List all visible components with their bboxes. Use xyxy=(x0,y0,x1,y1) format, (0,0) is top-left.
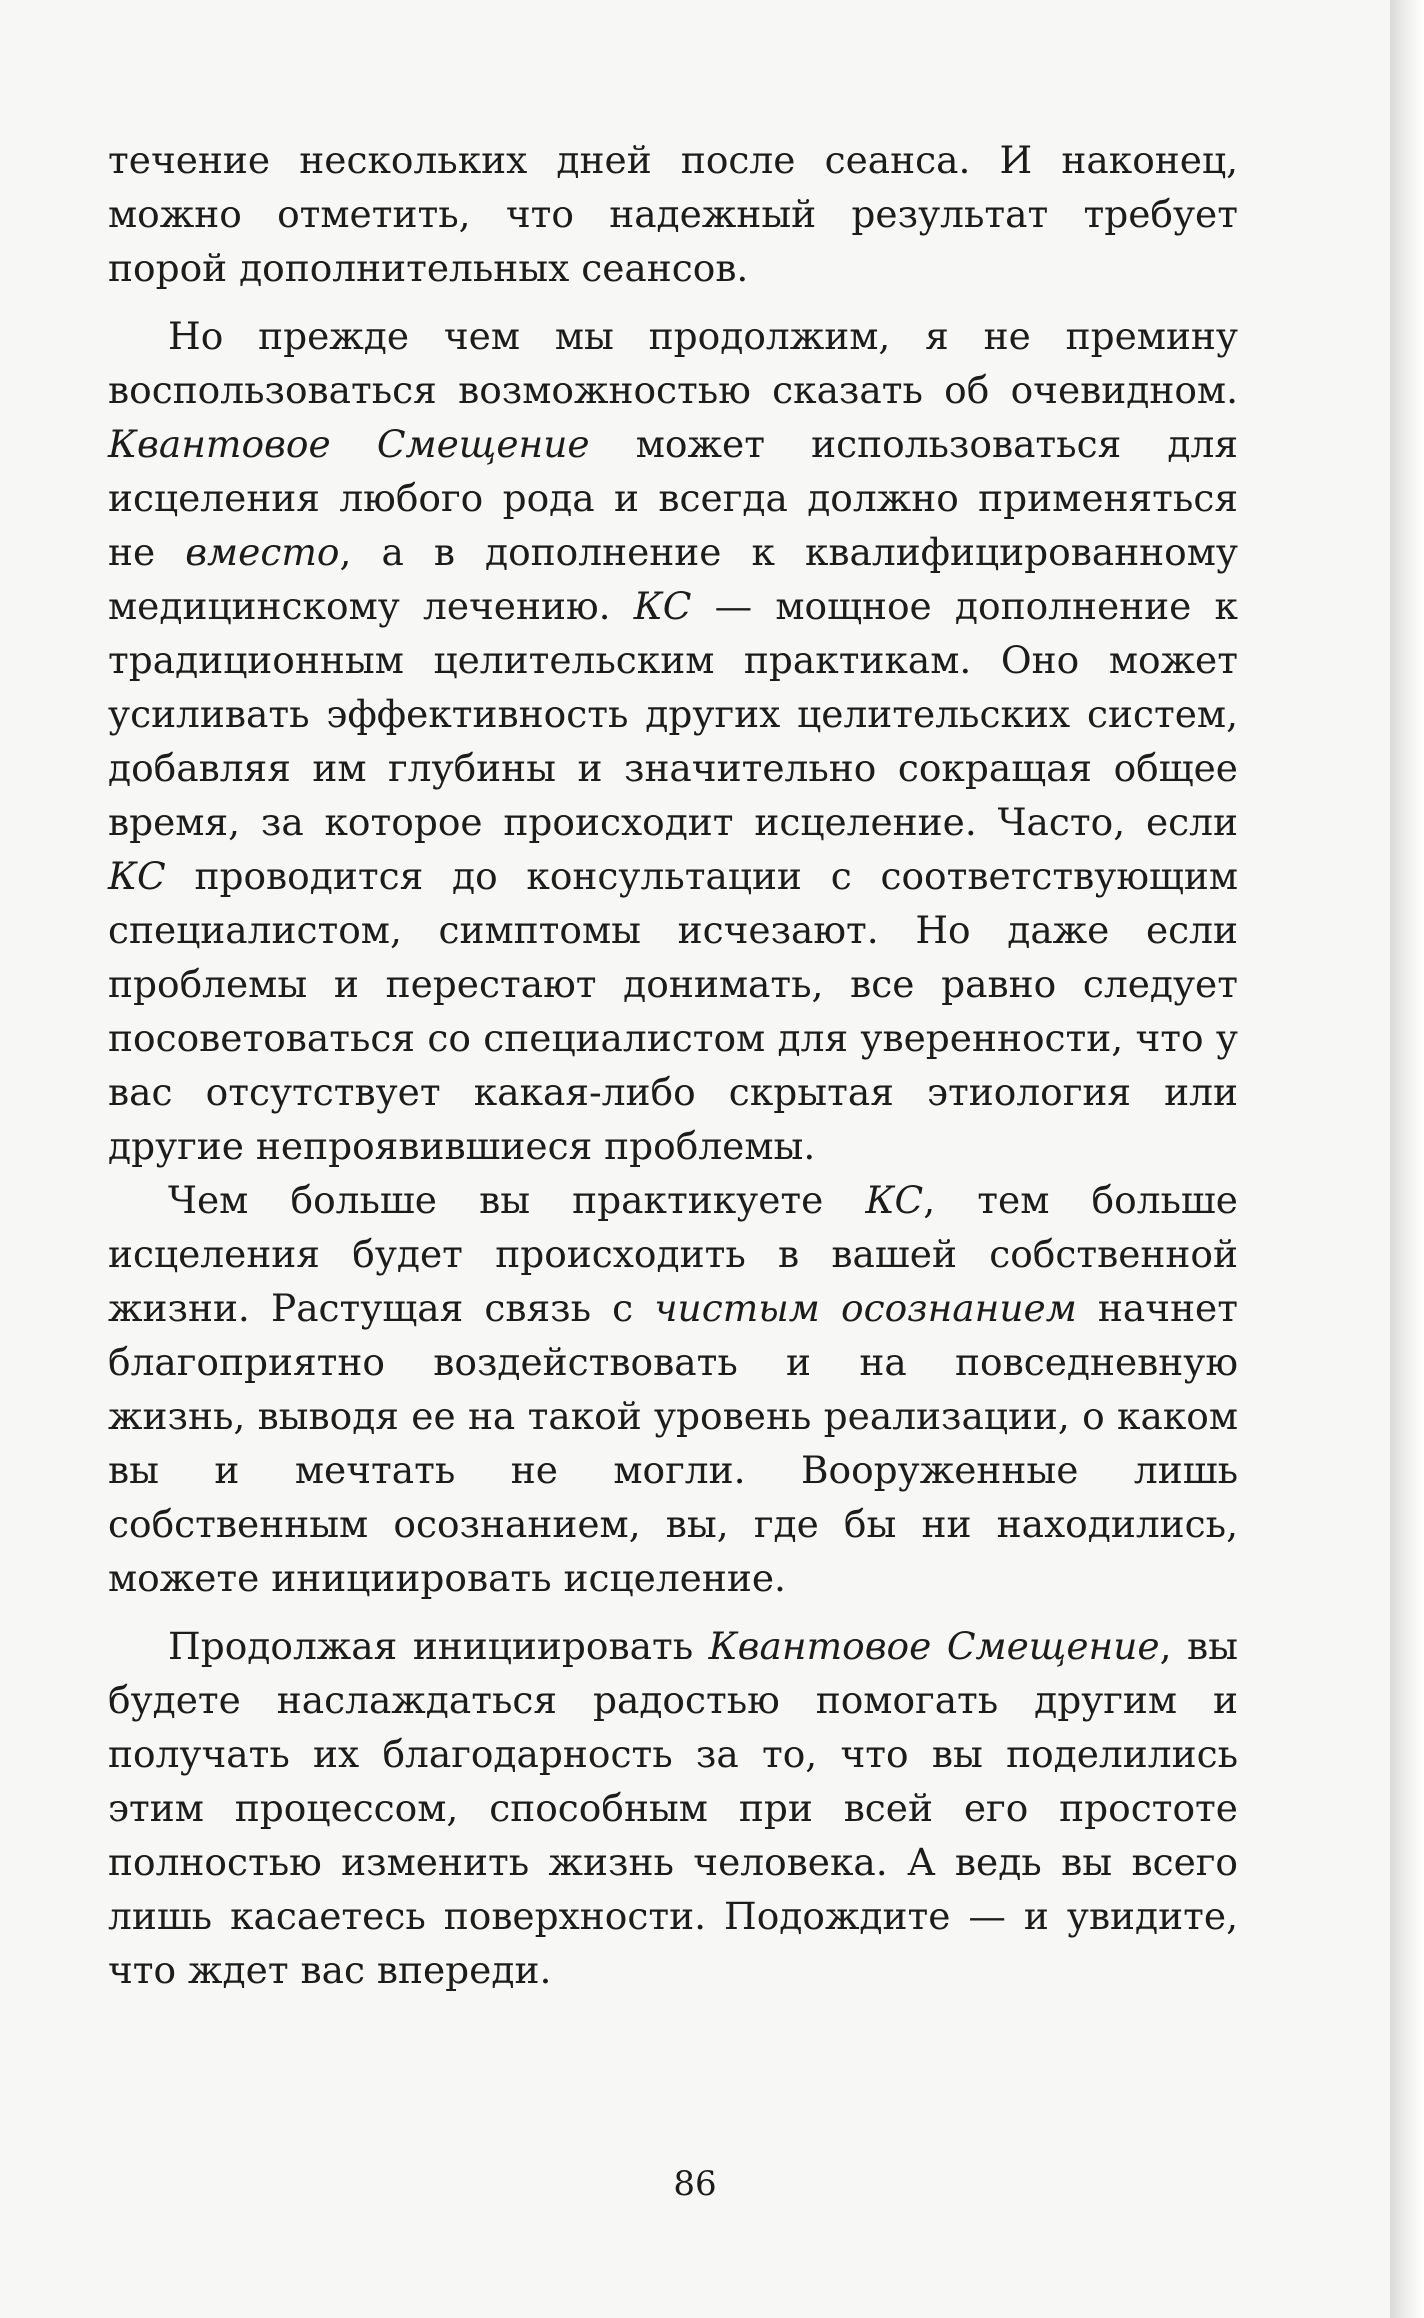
italic-term: КС xyxy=(865,1178,924,1222)
paragraph-4 xyxy=(108,1619,1238,1997)
italic-term: вместо xyxy=(185,530,340,574)
text-segment: , тем больше исцеления будет происходить в вашей собственной жизни. Растущая связь с xyxy=(108,1178,1238,1330)
italic-term: чистым осознанием xyxy=(654,1286,1077,1330)
page-number: 86 xyxy=(673,2164,717,2204)
text-segment: Продолжая инициировать xyxy=(168,1624,709,1668)
text-segment: Чем больше вы практикуете xyxy=(168,1178,866,1222)
text-segment: — мощное дополнение к традиционным целительским практикам. Оно может усиливать эффективность других целительских систем, добавляя им глубины и значительно сокращая общее время, за которое происходит исцеление. Часто, если xyxy=(108,584,1238,844)
paragraph-1 xyxy=(108,133,1238,295)
text-segment: , а в дополнение к квалифицированному медицинскому лечению. xyxy=(108,530,1238,628)
text-segment: проводится до консультации с соответствующим специалистом, симптомы исчезают. Но даже если проблемы и перестают донимать, все равно следует посоветоваться со специалистом для уверенности, что у вас отсутствует какая-либо скрытая этиология или другие непроявившиеся проблемы. xyxy=(108,854,1238,1168)
text-segment: начнет благоприятно воздействовать и на повседневную жизнь, выводя ее на такой уровень реализации, о каком вы и мечтать не могли. Вооруженные лишь собственным осознанием, вы, где бы ни находились, можете инициировать исцеление. xyxy=(108,1286,1238,1600)
paragraph-2 xyxy=(108,309,1238,1173)
italic-term: Квантовое Смещение xyxy=(708,1624,1160,1668)
paragraph-3 xyxy=(108,1173,1238,1605)
text-segment: Но прежде чем мы продолжим, я не премину воспользоваться возможностью сказать об очевидном. xyxy=(108,314,1238,412)
italic-term: Квантовое Смещение xyxy=(108,422,590,466)
text-segment: течение нескольких дней после сеанса. И наконец, можно отметить, что надежный результат требует порой дополнительных сеансов. xyxy=(108,138,1238,290)
text-segment: может использоваться для исцеления любого рода и всегда должно применяться не xyxy=(108,422,1238,574)
body-text xyxy=(108,133,1238,1997)
page-edge-shadow xyxy=(1390,0,1424,2318)
italic-term: КС xyxy=(108,854,166,898)
italic-term: КС xyxy=(633,584,692,628)
text-segment: , вы будете наслаждаться радостью помогать другим и получать их благодарность за то, что вы поделились этим процессом, способным при всей его простоте полностью изменить жизнь человека. А ведь вы всего лишь касаетесь поверхности. Подождите — и увидите, что ждет вас впереди. xyxy=(108,1624,1238,1992)
